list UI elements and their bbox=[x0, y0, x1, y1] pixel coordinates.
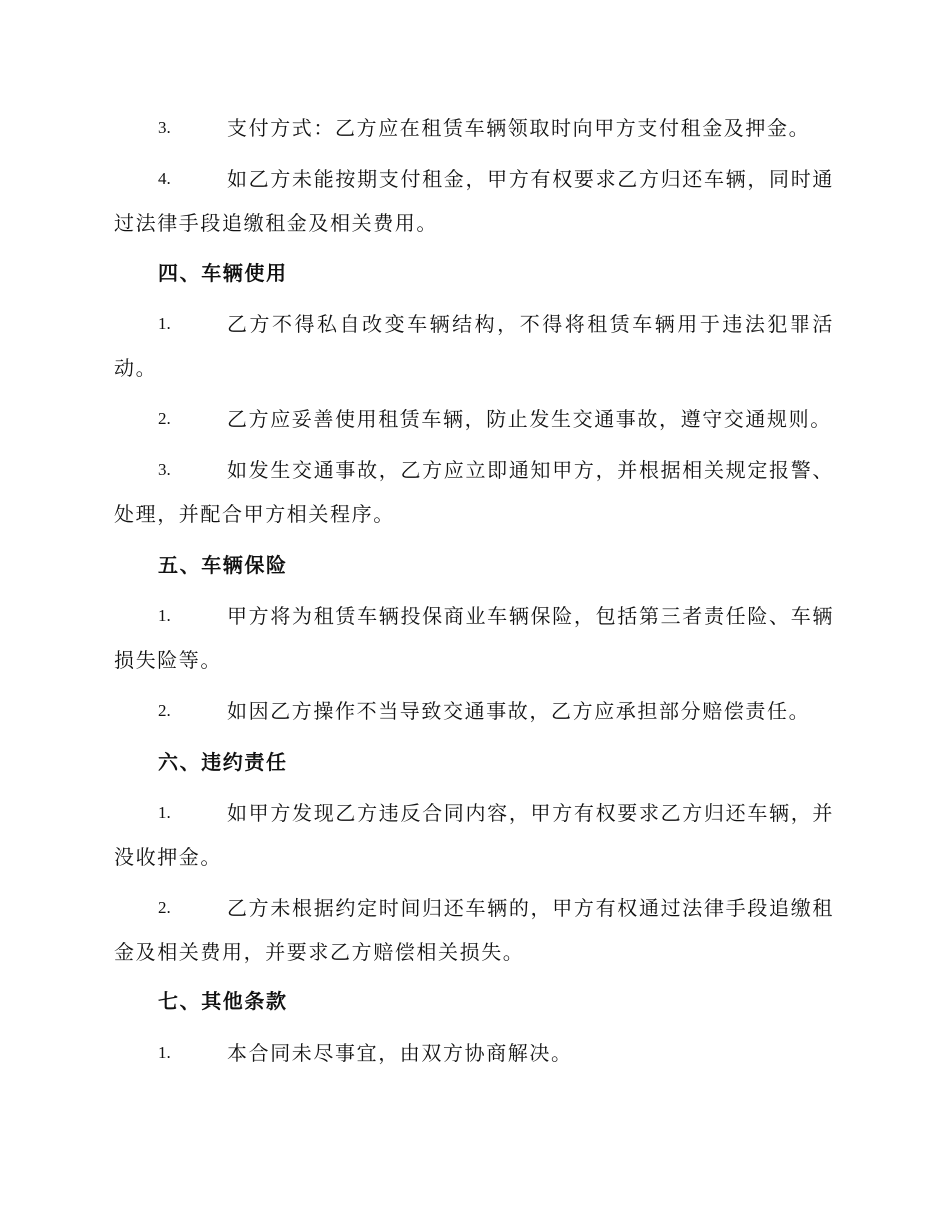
clause-text: 如甲方发现乙方违反合同内容，甲方有权要求乙方归还车辆，并没收押金。 bbox=[114, 801, 834, 869]
clause-text: 乙方不得私自改变车辆结构，不得将租赁车辆用于违法犯罪活动。 bbox=[114, 312, 834, 380]
clause-payment-method bbox=[114, 106, 834, 150]
clause-text: 支付方式：乙方应在租赁车辆领取时向甲方支付租金及押金。 bbox=[227, 116, 811, 140]
section-heading-other-terms: 七、其他条款 bbox=[158, 989, 288, 1013]
clause-number: 2. bbox=[158, 701, 171, 720]
clause-number: 2. bbox=[158, 898, 171, 917]
clause-text: 乙方未根据约定时间归还车辆的，甲方有权通过法律手段追缴租金及相关费用，并要求乙方赔偿相关损失。 bbox=[114, 896, 834, 964]
clause-text: 如乙方未能按期支付租金，甲方有权要求乙方归还车辆，同时通过法律手段追缴租金及相关费用。 bbox=[114, 167, 834, 235]
clause-late-payment bbox=[114, 157, 834, 245]
clause-number: 1. bbox=[158, 314, 171, 333]
clause-text: 甲方将为租赁车辆投保商业车辆保险，包括第三者责任险、车辆损失险等。 bbox=[114, 604, 834, 672]
clause-no-modification bbox=[114, 302, 834, 390]
clause-text: 如因乙方操作不当导致交通事故，乙方应承担部分赔偿责任。 bbox=[227, 699, 811, 723]
clause-number: 3. bbox=[158, 460, 171, 479]
clause-number: 1. bbox=[158, 606, 171, 625]
section-heading-vehicle-use: 四、车辆使用 bbox=[158, 261, 288, 285]
clause-text: 如发生交通事故，乙方应立即通知甲方，并根据相关规定报警、处理，并配合甲方相关程序。 bbox=[114, 458, 834, 526]
clause-text: 乙方应妥善使用租赁车辆，防止发生交通事故，遵守交通规则。 bbox=[227, 407, 832, 431]
section-heading-breach: 六、违约责任 bbox=[158, 750, 288, 774]
clause-number: 4. bbox=[158, 169, 171, 188]
clause-contract-violation bbox=[114, 791, 834, 879]
section-heading-insurance: 五、车辆保险 bbox=[158, 553, 288, 577]
clause-proper-use bbox=[114, 397, 834, 441]
clause-number: 2. bbox=[158, 409, 171, 428]
clause-number: 1. bbox=[158, 803, 171, 822]
clause-late-return bbox=[114, 886, 834, 974]
clause-negotiation bbox=[114, 1031, 834, 1075]
clause-number: 3. bbox=[158, 118, 171, 137]
clause-number: 1. bbox=[158, 1043, 171, 1062]
clause-text: 本合同未尽事宜，由双方协商解决。 bbox=[227, 1041, 573, 1065]
clause-accident-report bbox=[114, 448, 834, 536]
clause-insurance-coverage bbox=[114, 594, 834, 682]
clause-partial-liability bbox=[114, 689, 834, 733]
